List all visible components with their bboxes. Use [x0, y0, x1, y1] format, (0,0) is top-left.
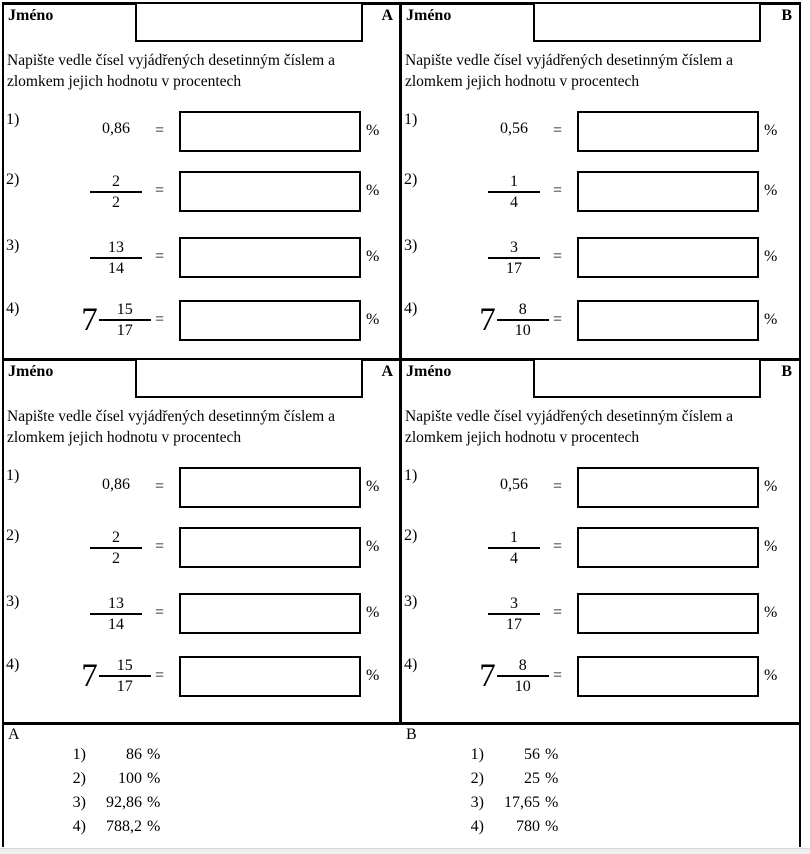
answer-row	[402, 818, 799, 842]
answer-row	[402, 746, 799, 770]
fraction-stack	[99, 300, 151, 340]
fraction-numerator: 8	[518, 657, 527, 674]
fraction-numerator: 1	[510, 529, 518, 546]
fraction-stack	[90, 528, 142, 568]
worksheet-quadrant-b2	[402, 361, 798, 714]
fraction-denominator: 4	[510, 194, 518, 211]
variant-letter: A	[381, 363, 393, 380]
answer-key-letter: A	[8, 726, 20, 743]
fraction-stack	[488, 528, 540, 568]
problem-number: 4)	[404, 656, 418, 673]
problem-row	[4, 171, 399, 217]
equals-sign: =	[155, 311, 165, 328]
percent-sign: %	[147, 818, 161, 835]
problem-row	[4, 656, 399, 702]
percent-sign: %	[366, 248, 380, 265]
answer-value: 17,65	[504, 794, 540, 811]
answer-key-section-b	[402, 726, 799, 844]
variant-letter: B	[781, 7, 792, 24]
equals-sign: =	[155, 122, 165, 139]
answer-input-box[interactable]	[179, 111, 361, 152]
fraction-stack	[90, 172, 142, 212]
answer-input-box[interactable]	[577, 527, 759, 568]
equals-sign: =	[155, 248, 165, 265]
equals-sign: =	[155, 604, 165, 621]
fraction-numerator: 2	[112, 529, 120, 546]
decimal-value: 0,56	[500, 476, 528, 493]
equals-sign: =	[553, 182, 563, 199]
problem-number: 4)	[6, 656, 20, 673]
fraction-numerator: 13	[108, 239, 124, 256]
problem-number: 2)	[404, 171, 418, 188]
percent-sign: %	[147, 794, 161, 811]
percent-sign: %	[764, 122, 778, 139]
problem-number: 4)	[404, 300, 418, 317]
problem-number: 3)	[404, 593, 418, 610]
table-border-right	[799, 2, 801, 847]
answer-input-box[interactable]	[179, 237, 361, 278]
fraction-denominator: 10	[514, 322, 531, 339]
percent-sign: %	[764, 667, 778, 684]
mixed-whole-number: 7	[479, 301, 496, 338]
percent-sign: %	[366, 667, 380, 684]
fraction-numerator: 1	[510, 173, 518, 190]
answer-value: 25	[524, 770, 540, 787]
answer-input-box[interactable]	[577, 300, 759, 341]
answer-input-box[interactable]	[179, 467, 361, 508]
problem-number: 3)	[6, 237, 20, 254]
problem-row	[402, 593, 798, 639]
problem-row	[402, 527, 798, 573]
problem-row	[402, 656, 798, 702]
answer-value: 100	[118, 770, 142, 787]
answer-row	[402, 770, 799, 794]
variant-letter: A	[381, 7, 393, 24]
percent-sign: %	[764, 604, 778, 621]
equals-sign: =	[155, 478, 165, 495]
problem-number: 1)	[6, 111, 20, 128]
problem-number: 1)	[404, 111, 418, 128]
problem-row	[4, 111, 399, 157]
equals-sign: =	[553, 538, 563, 555]
mixed-whole-number: 7	[81, 657, 98, 694]
percent-sign: %	[366, 311, 380, 328]
problem-row	[402, 300, 798, 346]
percent-sign: %	[764, 182, 778, 199]
answer-value: 56	[524, 746, 540, 763]
fraction-stack	[90, 594, 142, 634]
percent-sign: %	[545, 818, 559, 835]
answer-number: 1)	[72, 746, 86, 763]
name-input-box[interactable]	[135, 358, 363, 398]
problem-number: 1)	[404, 467, 418, 484]
worksheet-quadrant-a1	[4, 5, 399, 358]
problem-number: 4)	[6, 300, 20, 317]
decimal-value: 0,86	[102, 120, 130, 137]
instruction-text	[405, 50, 795, 92]
answer-number: 3)	[470, 794, 484, 811]
table-divider-horizontal-2	[2, 722, 801, 725]
fraction-denominator: 17	[506, 616, 522, 633]
equals-sign: =	[553, 604, 563, 621]
fraction-numerator: 15	[116, 301, 133, 318]
fraction-denominator: 2	[112, 550, 120, 567]
answer-input-box[interactable]	[577, 171, 759, 212]
answer-number: 4)	[72, 818, 86, 835]
percent-sign: %	[545, 746, 559, 763]
footer-strip	[0, 848, 810, 854]
fraction-stack	[488, 594, 540, 634]
equals-sign: =	[155, 538, 165, 555]
answer-row	[4, 794, 399, 818]
worksheet-quadrant-a2	[4, 361, 399, 714]
fraction-denominator: 14	[108, 260, 124, 277]
name-label: Jméno	[406, 7, 452, 24]
percent-sign: %	[545, 794, 559, 811]
percent-sign: %	[764, 311, 778, 328]
fraction-stack	[99, 656, 151, 696]
percent-sign: %	[366, 478, 380, 495]
answer-number: 1)	[470, 746, 484, 763]
answer-input-box[interactable]	[179, 171, 361, 212]
fraction-stack	[497, 300, 549, 340]
instruction-line-1: Napište vedle čísel vyjádřených desetinným číslem a	[405, 52, 733, 69]
fraction-denominator: 10	[514, 678, 531, 695]
problem-row	[4, 300, 399, 346]
answer-value: 86	[126, 746, 142, 763]
fraction-denominator: 2	[112, 194, 120, 211]
fraction-numerator: 15	[116, 657, 133, 674]
answer-value: 780	[516, 818, 540, 835]
problem-row	[4, 237, 399, 283]
instruction-line-1: Napište vedle čísel vyjádřených desetinným číslem a	[7, 52, 335, 69]
problem-row	[4, 593, 399, 639]
instruction-line-2: zlomkem jejich hodnotu v procentech	[405, 73, 640, 90]
problem-number: 2)	[6, 527, 20, 544]
name-label: Jméno	[8, 7, 54, 24]
name-input-box[interactable]	[533, 358, 761, 398]
answer-value: 788,2	[106, 818, 142, 835]
fraction-stack	[488, 238, 540, 278]
name-label: Jméno	[406, 363, 452, 380]
decimal-value: 0,86	[102, 476, 130, 493]
equals-sign: =	[553, 478, 563, 495]
mixed-whole-number: 7	[81, 301, 98, 338]
percent-sign: %	[764, 538, 778, 555]
problem-row	[402, 467, 798, 513]
answer-row	[4, 770, 399, 794]
answer-number: 4)	[470, 818, 484, 835]
problem-number: 2)	[404, 527, 418, 544]
answer-input-box[interactable]	[577, 237, 759, 278]
percent-sign: %	[147, 770, 161, 787]
problem-row	[4, 467, 399, 513]
fraction-denominator: 17	[116, 322, 133, 339]
problem-number: 3)	[6, 593, 20, 610]
answer-number: 3)	[72, 794, 86, 811]
percent-sign: %	[545, 770, 559, 787]
decimal-value: 0,56	[500, 120, 528, 137]
name-label: Jméno	[8, 363, 54, 380]
answer-input-box[interactable]	[577, 111, 759, 152]
problem-row	[402, 237, 798, 283]
percent-sign: %	[147, 746, 161, 763]
problem-row	[4, 527, 399, 573]
fraction-numerator: 3	[510, 595, 518, 612]
name-input-box[interactable]	[135, 2, 363, 42]
worksheet-quadrant-b1	[402, 5, 798, 358]
fraction-denominator: 14	[108, 616, 124, 633]
answer-key-section-a	[4, 726, 399, 844]
equals-sign: =	[553, 248, 563, 265]
equals-sign: =	[553, 311, 563, 328]
equals-sign: =	[553, 122, 563, 139]
instruction-line-2: zlomkem jejich hodnotu v procentech	[7, 429, 242, 446]
fraction-stack	[488, 172, 540, 212]
problem-number: 3)	[404, 237, 418, 254]
equals-sign: =	[155, 182, 165, 199]
problem-number: 2)	[6, 171, 20, 188]
answer-input-box[interactable]	[179, 656, 361, 697]
percent-sign: %	[366, 538, 380, 555]
answer-input-box[interactable]	[179, 593, 361, 634]
fraction-denominator: 17	[116, 678, 133, 695]
instruction-line-1: Napište vedle čísel vyjádřených desetinným číslem a	[405, 408, 733, 425]
equals-sign: =	[155, 667, 165, 684]
instruction-text	[405, 406, 795, 448]
answer-input-box[interactable]	[577, 467, 759, 508]
mixed-whole-number: 7	[479, 657, 496, 694]
percent-sign: %	[366, 604, 380, 621]
answer-row	[402, 794, 799, 818]
fraction-stack	[497, 656, 549, 696]
problem-number: 1)	[6, 467, 20, 484]
answer-input-box[interactable]	[179, 527, 361, 568]
fraction-numerator: 13	[108, 595, 124, 612]
answer-row	[4, 746, 399, 770]
instruction-line-2: zlomkem jejich hodnotu v procentech	[7, 73, 242, 90]
answer-row	[4, 818, 399, 842]
percent-sign: %	[764, 248, 778, 265]
variant-letter: B	[781, 363, 792, 380]
answer-value: 92,86	[106, 794, 142, 811]
instruction-line-2: zlomkem jejich hodnotu v procentech	[405, 429, 640, 446]
answer-input-box[interactable]	[577, 593, 759, 634]
answer-key-letter: B	[406, 726, 417, 743]
instruction-text	[7, 406, 397, 448]
problem-row	[402, 171, 798, 217]
instruction-line-1: Napište vedle čísel vyjádřených desetinným číslem a	[7, 408, 335, 425]
problem-row	[402, 111, 798, 157]
percent-sign: %	[366, 122, 380, 139]
answer-input-box[interactable]	[179, 300, 361, 341]
fraction-denominator: 4	[510, 550, 518, 567]
fraction-numerator: 2	[112, 173, 120, 190]
percent-sign: %	[764, 478, 778, 495]
answer-input-box[interactable]	[577, 656, 759, 697]
percent-sign: %	[366, 182, 380, 199]
fraction-stack	[90, 238, 142, 278]
instruction-text	[7, 50, 397, 92]
answer-number: 2)	[72, 770, 86, 787]
fraction-numerator: 3	[510, 239, 518, 256]
equals-sign: =	[553, 667, 563, 684]
fraction-numerator: 8	[518, 301, 527, 318]
name-input-box[interactable]	[533, 2, 761, 42]
fraction-denominator: 17	[506, 260, 522, 277]
answer-number: 2)	[470, 770, 484, 787]
